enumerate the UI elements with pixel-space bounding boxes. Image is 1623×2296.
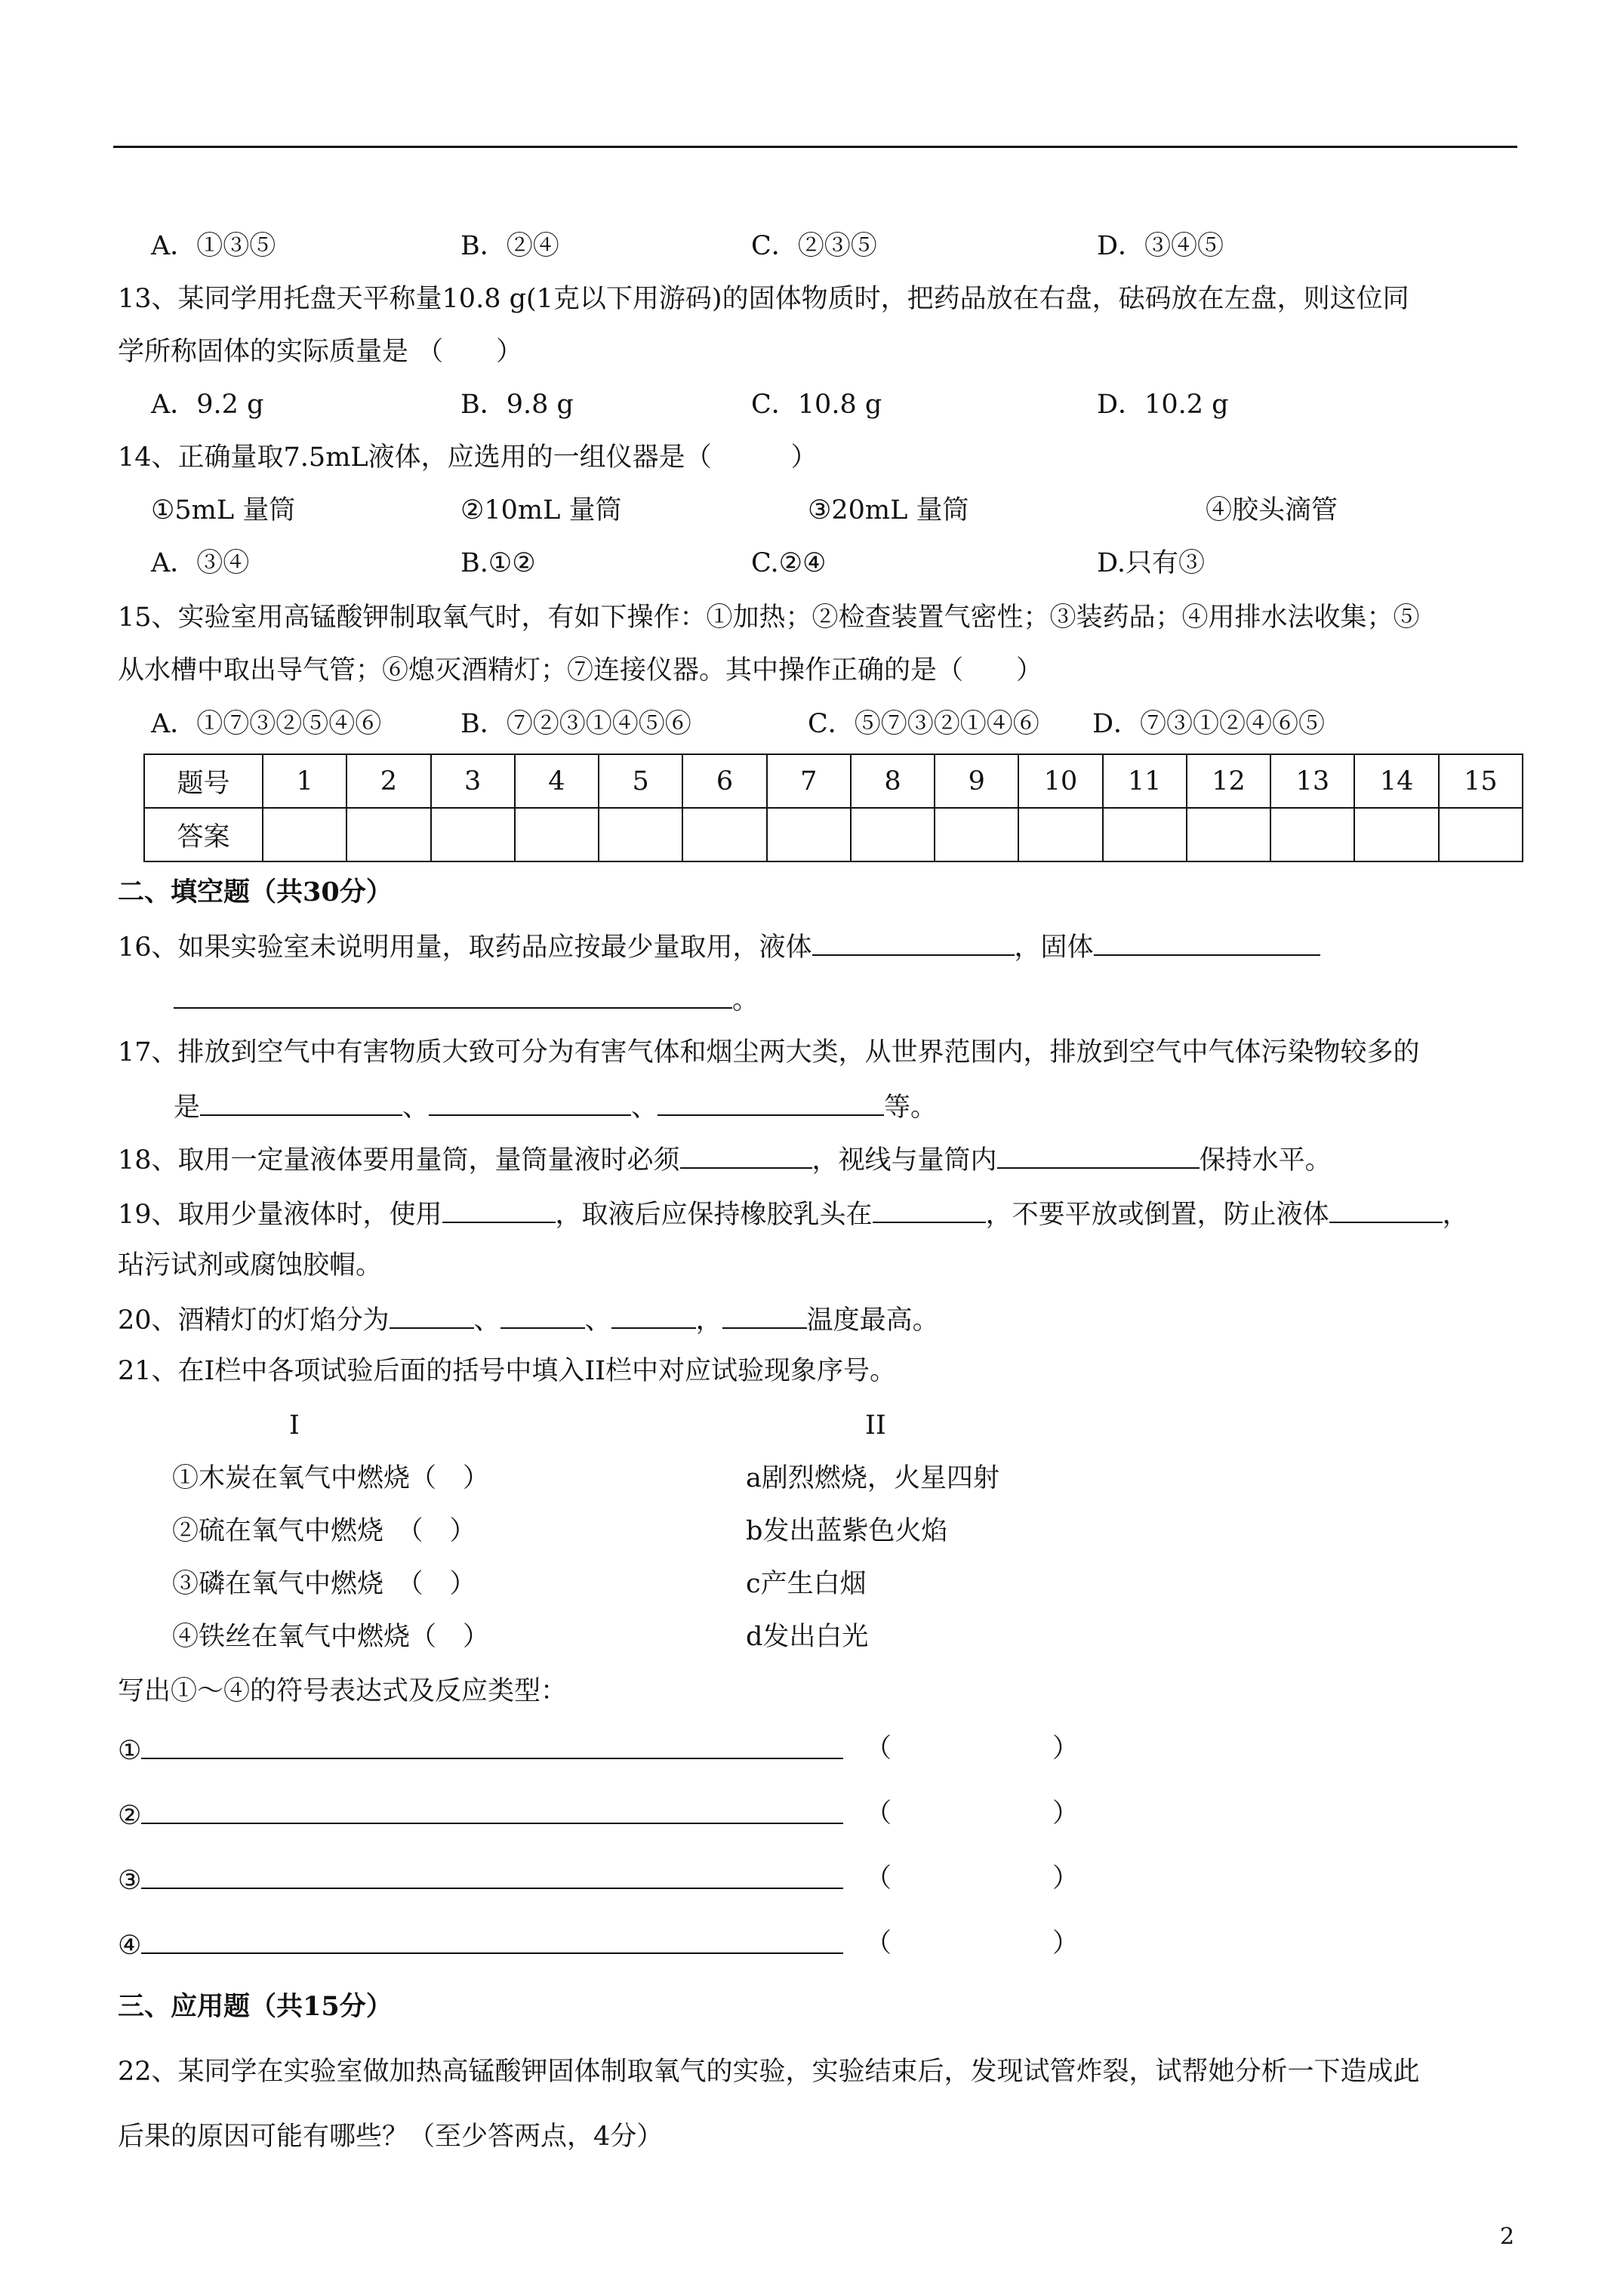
q14-item-4: ④胶头滴管 — [1206, 495, 1338, 525]
q18-line — [118, 1142, 1332, 1177]
q17-blank-3[interactable] — [658, 1089, 884, 1116]
q13-stem-line1: 13、某同学用托盘天平称量10.8 g(1克以下用游码)的固体物质时，把药品放在右盘，砝码放在左盘，则这位同 — [118, 284, 1409, 314]
table-number-cell: 4 — [515, 754, 599, 808]
table-number-cell: 9 — [935, 754, 1018, 808]
q21-answer-mark-1: ① — [118, 1736, 142, 1766]
answer-cell[interactable] — [1354, 808, 1438, 861]
table-number-cell: 5 — [599, 754, 682, 808]
q20-blank-4[interactable] — [722, 1302, 807, 1329]
q16-text-2: ，固体 — [1014, 932, 1094, 963]
table-number-cell: 6 — [682, 754, 766, 808]
q21-stem: 21、在I栏中各项试验后面的括号中填入II栏中对应试验现象序号。 — [118, 1356, 897, 1386]
q21-right-item-a: a剧烈燃烧，火星四射 — [746, 1463, 999, 1493]
q21-type-paren-open-2: （ — [865, 1798, 892, 1829]
q12-option-c: C．②③⑤ — [751, 231, 877, 261]
answer-cell[interactable] — [935, 808, 1018, 861]
q13-option-a: A．9.2 g — [151, 390, 264, 420]
q21-right-item-c: c产生白烟 — [746, 1569, 867, 1599]
answer-cell[interactable] — [1018, 808, 1102, 861]
answer-cell[interactable] — [599, 808, 682, 861]
answer-cell[interactable] — [851, 808, 935, 861]
table-number-cell: 11 — [1103, 754, 1187, 808]
table-number-cell: 8 — [851, 754, 935, 808]
q21-type-paren-open-3: （ — [865, 1863, 892, 1894]
q21-right-item-d: d发出白光 — [746, 1622, 869, 1652]
q19-blank-3[interactable] — [1329, 1196, 1443, 1223]
q21-answer-mark-2: ② — [118, 1801, 142, 1831]
q14-item-1: ①5mL 量筒 — [151, 495, 296, 525]
q14-item-3: ③20mL 量筒 — [808, 495, 969, 525]
q17-blank-2[interactable] — [429, 1089, 631, 1116]
section3-title: 三、应用题（共15分） — [118, 1991, 393, 2022]
q14-stem: 14、正确量取7.5mL液体，应选用的一组仪器是（ ） — [118, 442, 818, 473]
q17-line1: 17、排放到空气中有害物质大致可分为有害气体和烟尘两大类，从世界范围内，排放到空气中气体污染物较多的 — [118, 1037, 1420, 1068]
q21-left-item-2: ②硫在氧气中燃烧 （ ） — [172, 1516, 476, 1546]
q18-text-2: ，视线与量筒内 — [812, 1145, 997, 1176]
q21-type-paren-close-4: ） — [1052, 1928, 1079, 1959]
q22-stem-line2: 后果的原因可能有哪些？（至少答两点，4分） — [118, 2122, 664, 2152]
q15-option-d: D．⑦③①②④⑥⑤ — [1092, 709, 1326, 739]
q21-type-paren-close-3: ） — [1052, 1863, 1079, 1894]
q20-blank-3[interactable] — [611, 1302, 696, 1329]
table-number-cell: 12 — [1187, 754, 1270, 808]
q12-option-a: A．①③⑤ — [151, 231, 276, 261]
q21-left-item-3: ③磷在氧气中燃烧 （ ） — [172, 1569, 476, 1599]
q20-text-1: 20、酒精灯的灯焰分为 — [118, 1305, 390, 1336]
table-header-answer: 答案 — [144, 808, 263, 861]
q15-option-b: B．⑦②③①④⑤⑥ — [460, 709, 691, 739]
q17-blank-1[interactable] — [200, 1089, 402, 1116]
answer-cell[interactable] — [1187, 808, 1270, 861]
answer-table-number-row — [144, 754, 1523, 808]
q14-option-a: A．③④ — [151, 548, 250, 578]
q21-left-item-4: ④铁丝在氧气中燃烧（ ） — [172, 1622, 490, 1652]
answer-cell[interactable] — [1270, 808, 1354, 861]
table-number-cell: 3 — [431, 754, 515, 808]
q19-text-1: 19、取用少量液体时，使用 — [118, 1200, 442, 1230]
answer-cell[interactable] — [1439, 808, 1523, 861]
q17-line2 — [174, 1089, 937, 1124]
q20-end: 温度最高。 — [806, 1305, 939, 1336]
table-header-number: 题号 — [144, 754, 263, 808]
answer-cell[interactable] — [1103, 808, 1187, 861]
table-number-cell: 13 — [1270, 754, 1354, 808]
q18-blank-2[interactable] — [997, 1142, 1200, 1169]
q21-equation-blank-2[interactable] — [141, 1797, 843, 1824]
q19-line2: 玷污试剂或腐蚀胶帽。 — [118, 1250, 383, 1281]
q20-line — [118, 1302, 939, 1337]
q21-equation-blank-4[interactable] — [141, 1927, 843, 1954]
q19-text-4: ， — [1442, 1200, 1469, 1230]
q21-right-item-b: b发出蓝紫色火焰 — [746, 1516, 948, 1546]
q19-blank-1[interactable] — [442, 1196, 556, 1223]
q18-blank-1[interactable] — [680, 1142, 812, 1169]
answer-cell[interactable] — [263, 808, 346, 861]
q21-answer-row-1 — [118, 1732, 843, 1767]
q14-option-b: B.①② — [460, 548, 536, 578]
header-rule — [113, 146, 1517, 148]
q21-answer-mark-4: ④ — [118, 1931, 142, 1961]
q18-text-1: 18、取用一定量液体要用量筒，量筒量液时必须 — [118, 1145, 680, 1176]
q17-sep-1: 、 — [402, 1093, 430, 1123]
q21-write-prompt: 写出①～④的符号表达式及反应类型： — [118, 1676, 568, 1706]
q21-type-paren-close-2: ） — [1052, 1798, 1079, 1829]
q16-solid-blank-cont[interactable] — [174, 982, 732, 1009]
q21-equation-blank-1[interactable] — [141, 1732, 843, 1759]
q21-type-paren-open-4: （ — [865, 1928, 892, 1959]
q16-solid-blank[interactable] — [1094, 929, 1320, 956]
q15-stem-line2: 从水槽中取出导气管；⑥熄灭酒精灯；⑦连接仪器。其中操作正确的是（ ） — [118, 655, 1043, 686]
answer-cell[interactable] — [431, 808, 515, 861]
q20-blank-2[interactable] — [500, 1302, 585, 1329]
table-number-cell: 14 — [1354, 754, 1438, 808]
answer-table-answer-row — [144, 808, 1523, 861]
answer-cell[interactable] — [346, 808, 430, 861]
q20-comma: ， — [695, 1305, 722, 1336]
q21-left-item-1: ①木炭在氧气中燃烧（ ） — [172, 1463, 490, 1493]
q21-type-paren-close-1: ） — [1052, 1734, 1079, 1764]
q15-option-c: C．⑤⑦③②①④⑥ — [808, 709, 1039, 739]
table-number-cell: 7 — [767, 754, 851, 808]
q13-option-d: D．10.2 g — [1097, 390, 1229, 420]
q13-stem-line2: 学所称固体的实际质量是 （ ） — [118, 337, 523, 367]
q12-option-b: B．②④ — [460, 231, 559, 261]
table-number-cell: 2 — [346, 754, 430, 808]
q20-sep-2: 、 — [584, 1305, 611, 1336]
q13-option-b: B．9.8 g — [460, 390, 574, 420]
q17-sep-2: 、 — [631, 1093, 658, 1123]
q16-line1 — [118, 929, 1320, 964]
q19-text-3: ，不要平放或倒置，防止液体 — [985, 1200, 1329, 1230]
q16-end: 。 — [732, 985, 759, 1015]
q21-equation-blank-3[interactable] — [141, 1862, 843, 1889]
q14-option-c: C.②④ — [751, 548, 827, 578]
answer-cell[interactable] — [515, 808, 599, 861]
q21-answer-row-2 — [118, 1797, 843, 1832]
q21-col1-header: I — [289, 1410, 300, 1441]
q16-line2 — [174, 982, 759, 1017]
answer-cell[interactable] — [767, 808, 851, 861]
q14-item-2: ②10mL 量筒 — [460, 495, 622, 525]
page-number: 2 — [1500, 2224, 1515, 2250]
table-number-cell: 1 — [263, 754, 346, 808]
q21-answer-mark-3: ③ — [118, 1866, 142, 1896]
q21-type-paren-open-1: （ — [865, 1734, 892, 1764]
q18-text-3: 保持水平。 — [1199, 1145, 1332, 1176]
q20-blank-1[interactable] — [390, 1302, 474, 1329]
section2-title: 二、填空题（共30分） — [118, 877, 393, 908]
q19-blank-2[interactable] — [873, 1196, 986, 1223]
q21-answer-row-4 — [118, 1927, 843, 1962]
answer-cell[interactable] — [682, 808, 766, 861]
q14-option-d: D.只有③ — [1097, 548, 1205, 578]
q22-stem-line1: 22、某同学在实验室做加热高锰酸钾固体制取氧气的实验，实验结束后，发现试管炸裂，试帮她分析一下造成此 — [118, 2057, 1420, 2087]
table-number-cell: 10 — [1018, 754, 1102, 808]
q20-sep-1: 、 — [473, 1305, 500, 1336]
q15-option-a: A．①⑦③②⑤④⑥ — [151, 709, 382, 739]
q19-text-2: ，取液后应保持橡胶乳头在 — [555, 1200, 873, 1230]
answer-table — [143, 754, 1523, 862]
q13-option-c: C．10.8 g — [751, 390, 882, 420]
table-number-cell: 15 — [1439, 754, 1523, 808]
q17-suffix: 等。 — [884, 1093, 938, 1123]
q15-stem-line1: 15、实验室用高锰酸钾制取氧气时，有如下操作：①加热；②检查装置气密性；③装药品；④用排水法收集；⑤ — [118, 603, 1420, 633]
q21-answer-row-3 — [118, 1862, 843, 1897]
q21-col2-header: II — [865, 1410, 886, 1441]
q16-text-1: 16、如果实验室未说明用量，取药品应按最少量取用，液体 — [118, 932, 812, 963]
q12-option-d: D．③④⑤ — [1097, 231, 1224, 261]
q17-prefix: 是 — [174, 1093, 201, 1123]
q16-liquid-blank[interactable] — [812, 929, 1015, 956]
q19-line1 — [118, 1196, 1469, 1231]
